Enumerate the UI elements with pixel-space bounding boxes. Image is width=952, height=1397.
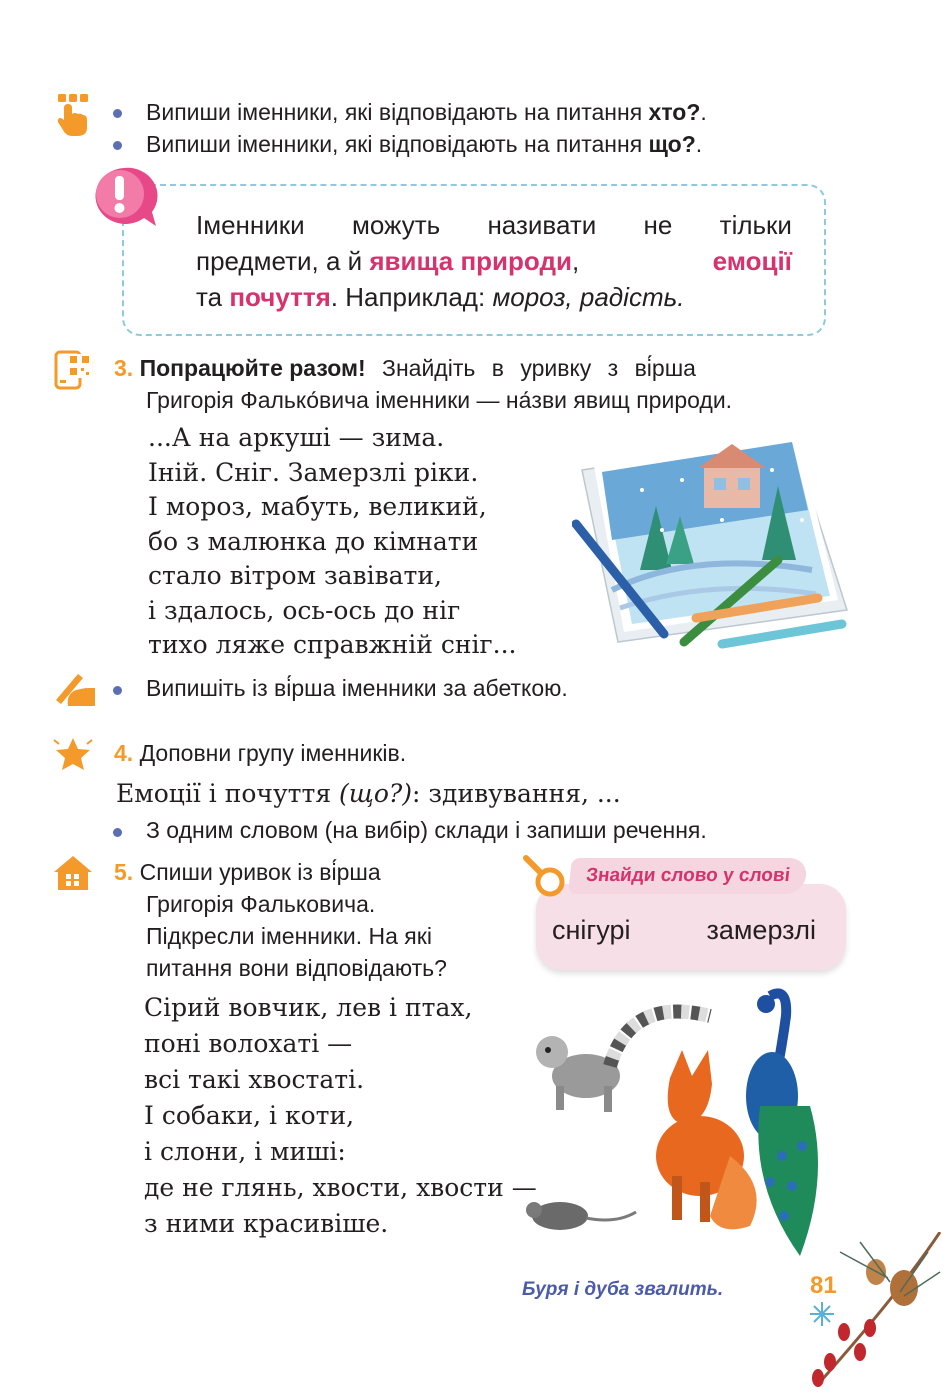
info-word: не (643, 210, 673, 240)
task4-group-label: Емоції і почуття (116, 779, 340, 808)
info-word: Іменники (196, 210, 305, 240)
info-row-2-content (196, 243, 586, 279)
find-word-1: снігурі (552, 915, 631, 945)
animals-illustration (520, 986, 842, 1268)
task4-bullet-text: З одним словом (на вибір) склади і запиши речення. (146, 817, 707, 843)
star-icon (52, 734, 94, 774)
question-who-line (146, 98, 707, 126)
find-word-label: Знайди слово у слові (568, 858, 808, 894)
task5-text: Підкресли іменники. На які (146, 923, 432, 949)
info-text (196, 207, 792, 315)
poem1-line: ...А на аркуші — зима. (148, 423, 445, 452)
bullet-dot (113, 109, 122, 118)
question-what-text: Випиши іменники, які відповідають на питання (146, 131, 649, 157)
info-text-plain: , (571, 246, 587, 276)
poem1-line: стало вітром завівати, (148, 561, 442, 590)
branch-decoration (800, 1232, 950, 1392)
task5-line1 (114, 858, 381, 886)
info-row-1 (196, 207, 792, 243)
task3-text: Знайдіть в уривку з ві́рша (365, 355, 696, 381)
info-example: мороз, радість. (492, 282, 685, 312)
task4-line (114, 739, 406, 767)
task4-text: Доповни групу іменників. (139, 740, 407, 766)
find-word-words (552, 913, 816, 947)
exclamation-icon (88, 164, 160, 230)
magnifier-icon (520, 852, 568, 900)
winter-drawing-illustration (572, 420, 852, 666)
task4-question: (що?) (339, 779, 413, 808)
proverb: Буря і дуба звалить. (522, 1279, 724, 1300)
task3-number: 3. (114, 355, 134, 381)
qr-phone-icon (54, 350, 94, 390)
writing-hand-icon (52, 670, 96, 708)
task3-line1 (114, 354, 838, 382)
task3-bold: Попрацюйте разом! (139, 355, 366, 381)
bullet-dot (113, 141, 122, 150)
hand-tap-icon (54, 92, 90, 136)
find-word-2: замерзлі (706, 915, 816, 945)
poem2-line: всі такі хвостаті. (144, 1065, 365, 1094)
info-word: називати (487, 210, 597, 240)
bullet-dot (113, 686, 122, 695)
poem2-line: де не глянь, хвости, хвости — (144, 1173, 537, 1202)
task5-text: Спиши уривок із ві́рша (139, 859, 381, 885)
task5-text: питання вони відповідають? (146, 955, 447, 981)
info-row-2 (196, 243, 792, 279)
question-who-bold: хто? (648, 99, 701, 125)
info-text-plain: та (196, 282, 230, 312)
home-icon (52, 854, 94, 892)
task4-number: 4. (114, 740, 134, 766)
question-what-line (146, 130, 702, 158)
page-number: 81 (810, 1272, 837, 1299)
info-word: можуть (351, 210, 441, 240)
poem2-line: поні волохаті — (144, 1029, 353, 1058)
info-word: тільки (719, 210, 792, 240)
poem1-line: Іній. Сніг. Замерзлі ріки. (148, 457, 479, 487)
poem1 (148, 421, 517, 663)
highlight-feelings: почуття (229, 282, 331, 312)
poem2-line: з ними красивіше. (144, 1209, 389, 1238)
poem1-line: І мороз, мабуть, великий, (148, 492, 487, 521)
highlight-nature: явища природи (369, 246, 572, 276)
task5-text: Григорія Фальковича. (146, 891, 376, 917)
question-who-end: . (700, 99, 707, 125)
poem2-line: І собаки, і коти, (144, 1101, 355, 1130)
poem2-line: і слони, і миші: (144, 1137, 346, 1166)
info-row-3 (196, 279, 792, 315)
question-what-bold: що? (648, 131, 696, 157)
poem2-line: Сірий вовчик, лев і птах, (144, 993, 473, 1022)
task4-group-line (116, 777, 621, 812)
poem1-line: бо з малюнка до кімнати (148, 526, 479, 556)
info-text-plain: предмети, а й (196, 246, 370, 276)
poem2 (144, 990, 537, 1242)
question-what-end: . (695, 131, 703, 157)
poem1-line: і здалось, ось-ось до ніг (148, 595, 461, 625)
question-who-text: Випиши іменники, які відповідають на питання (146, 99, 649, 125)
task4-group-rest: : здивування, ... (412, 779, 621, 808)
bullet-dot (113, 828, 122, 837)
poem1-line: тихо ляже справжній сніг... (148, 630, 517, 659)
task5-number: 5. (114, 859, 134, 885)
task3-bullet-text: Випишіть із ві́рша іменники за абеткою. (146, 675, 568, 701)
task3-line2: Григорія Фалько́вича іменники — на́зви явищ природи. (146, 387, 733, 413)
info-text-plain: . Наприклад: (330, 282, 493, 312)
highlight-emotions: емоції (712, 246, 792, 276)
